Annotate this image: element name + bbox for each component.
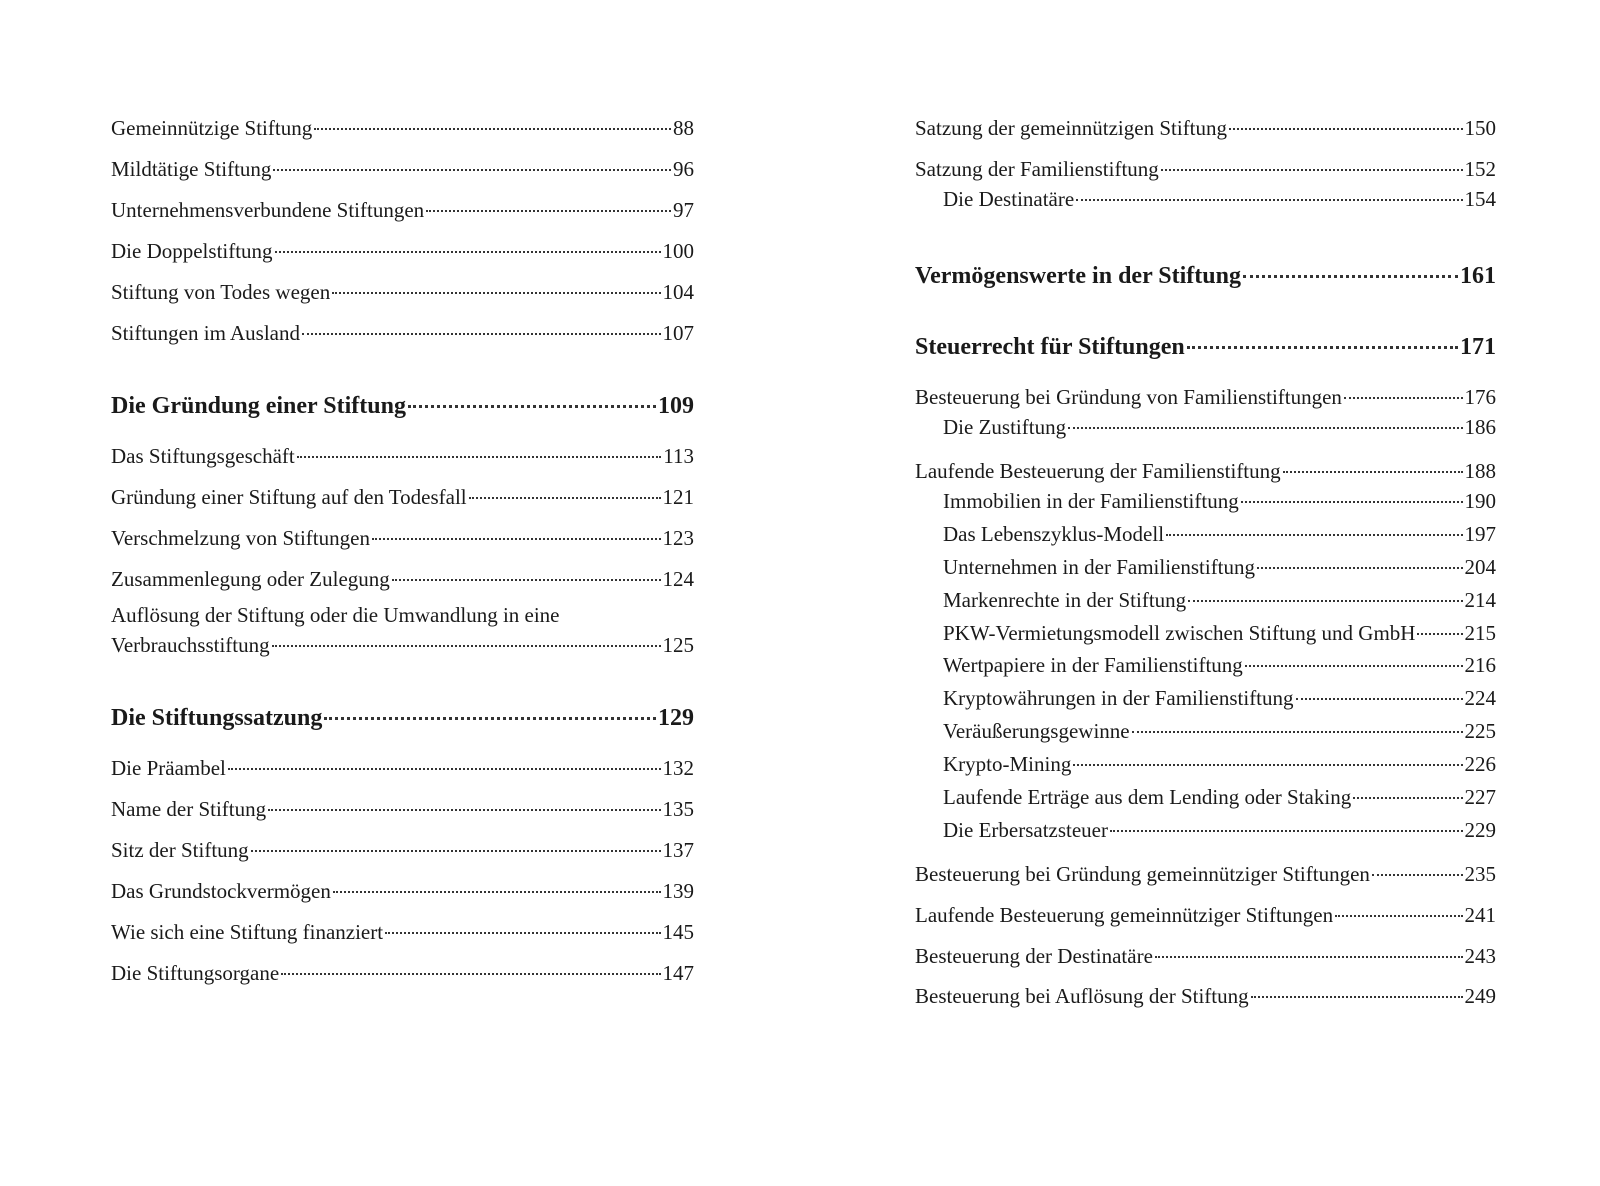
toc-subentry xyxy=(943,183,1496,217)
toc-page-number: 214 xyxy=(1464,588,1496,612)
toc-entry-title: Die Doppelstiftung xyxy=(111,239,273,263)
dot-leader xyxy=(268,809,660,811)
toc-page-number: 129 xyxy=(658,705,694,731)
toc-subentry xyxy=(943,649,1496,683)
toc-entry-title: Name der Stiftung xyxy=(111,797,267,821)
toc-subentry xyxy=(943,682,1496,716)
toc-page-number: 215 xyxy=(1464,621,1496,645)
toc-page-number: 125 xyxy=(662,633,694,657)
toc-page-number: 96 xyxy=(673,157,694,181)
toc-page-number: 100 xyxy=(662,239,694,263)
toc-entry xyxy=(111,522,694,556)
toc-page-number: 226 xyxy=(1464,752,1496,776)
toc-page-number: 107 xyxy=(662,321,694,345)
toc-entry-title: Satzung der gemeinnützigen Stiftung xyxy=(915,116,1228,140)
toc-entry-title: Wertpapiere in der Familienstiftung xyxy=(943,653,1243,677)
dot-leader xyxy=(469,497,661,499)
toc-entry xyxy=(111,235,694,269)
toc-subentry xyxy=(943,411,1496,445)
toc-entry-title: Die Präambel xyxy=(111,756,226,780)
toc-entry-title: Gemeinnützige Stiftung xyxy=(111,116,313,140)
toc-entry-title: Vermögenswerte in der Stiftung xyxy=(915,263,1241,289)
toc-entry-title: Wie sich eine Stiftung finanziert xyxy=(111,920,384,944)
toc-entry-title: Das Lebenszyklus-Modell xyxy=(943,522,1165,546)
toc-subentry xyxy=(943,584,1496,618)
toc-entry-title: Kryptowährungen in der Familienstiftung xyxy=(943,686,1294,710)
toc-entry xyxy=(111,194,694,228)
toc-page-number: 190 xyxy=(1464,489,1496,513)
dot-leader xyxy=(392,579,661,581)
dot-leader xyxy=(1243,275,1458,278)
toc-page-number: 229 xyxy=(1464,818,1496,842)
toc-page-number: 121 xyxy=(662,485,694,509)
toc-entry-title: Veräußerungsgewinne xyxy=(943,719,1130,743)
dot-leader xyxy=(426,210,671,212)
toc-entry-title: Laufende Besteuerung der Familienstiftung xyxy=(915,459,1281,483)
toc-entry-title: Laufende Besteuerung gemeinnütziger Stiftungen xyxy=(915,903,1334,927)
dot-leader xyxy=(1110,830,1463,832)
toc-entry-title-line1: Auflösung der Stiftung oder die Umwandlung in eine xyxy=(111,603,560,627)
dot-leader xyxy=(1257,567,1462,569)
dot-leader xyxy=(314,128,671,130)
dot-leader xyxy=(1251,996,1463,998)
toc-entry xyxy=(915,112,1496,146)
toc-entry xyxy=(915,455,1496,489)
toc-chapter xyxy=(111,392,694,426)
dot-leader xyxy=(372,538,661,540)
toc-entry-title: Steuerrecht für Stiftungen xyxy=(915,334,1185,360)
toc-page-number: 161 xyxy=(1460,263,1496,289)
dot-leader xyxy=(302,333,661,335)
toc-entry xyxy=(111,317,694,351)
dot-leader xyxy=(1132,731,1463,733)
toc-entry-title: Gründung einer Stiftung auf den Todesfall xyxy=(111,485,467,509)
toc-entry-title: Die Stiftungssatzung xyxy=(111,705,323,731)
dot-leader xyxy=(251,850,661,852)
toc-entry-title: Die Gründung einer Stiftung xyxy=(111,393,406,419)
toc-entry xyxy=(111,834,694,868)
toc-page-number: 186 xyxy=(1464,415,1496,439)
toc-page-number: 176 xyxy=(1464,385,1496,409)
dot-leader xyxy=(1245,665,1463,667)
toc-page-number: 227 xyxy=(1464,785,1496,809)
dot-leader xyxy=(1161,169,1463,171)
toc-entry-title: Mildtätige Stiftung xyxy=(111,157,272,181)
toc-entry-title: Sitz der Stiftung xyxy=(111,838,249,862)
toc-entry-title: PKW-Vermietungsmodell zwischen Stiftung und GmbH xyxy=(943,621,1416,645)
dot-leader xyxy=(272,645,661,647)
toc-entry-title: Unternehmensverbundene Stiftungen xyxy=(111,198,425,222)
toc-entry xyxy=(111,563,694,597)
toc-subentry xyxy=(943,781,1496,815)
toc-page-number: 124 xyxy=(662,567,694,591)
toc-entry xyxy=(915,153,1496,187)
toc-subentry xyxy=(943,715,1496,749)
dot-leader xyxy=(228,768,661,770)
dot-leader xyxy=(324,717,656,720)
dot-leader xyxy=(273,169,671,171)
toc-entry xyxy=(111,603,694,663)
toc-entry-title: Besteuerung bei Gründung gemeinnütziger Stiftungen xyxy=(915,862,1370,886)
toc-entry-title: Immobilien in der Familienstiftung xyxy=(943,489,1239,513)
dot-leader xyxy=(1068,427,1462,429)
toc-entry xyxy=(111,276,694,310)
dot-leader xyxy=(1353,797,1462,799)
dot-leader xyxy=(1073,764,1462,766)
dot-leader xyxy=(332,292,660,294)
toc-entry xyxy=(111,112,694,146)
toc-entry xyxy=(111,916,694,950)
toc-subentry xyxy=(943,551,1496,585)
toc-entry xyxy=(111,440,694,474)
toc-page-number: 104 xyxy=(662,280,694,304)
toc-entry-title: Laufende Erträge aus dem Lending oder Staking xyxy=(943,785,1352,809)
dot-leader xyxy=(1166,534,1462,536)
toc-entry-title: Unternehmen in der Familienstiftung xyxy=(943,555,1256,579)
toc-page-number: 225 xyxy=(1464,719,1496,743)
toc-entry-title: Das Stiftungsgeschäft xyxy=(111,444,295,468)
dot-leader xyxy=(275,251,661,253)
dot-leader xyxy=(297,456,662,458)
toc-page-number: 235 xyxy=(1464,862,1496,886)
dot-leader xyxy=(1187,346,1458,349)
toc-entry-title: Das Grundstockvermögen xyxy=(111,879,331,903)
toc-entry xyxy=(915,858,1496,892)
toc-subentry xyxy=(943,814,1496,848)
toc-chapter xyxy=(111,704,694,738)
toc-entry xyxy=(111,875,694,909)
toc-entry xyxy=(111,153,694,187)
toc-entry-title: Besteuerung bei Auflösung der Stiftung xyxy=(915,984,1249,1008)
toc-page-number: 204 xyxy=(1464,555,1496,579)
toc-entry-title: Die Erbersatzsteuer xyxy=(943,818,1108,842)
dot-leader xyxy=(1344,397,1463,399)
toc-page-number: 224 xyxy=(1464,686,1496,710)
toc-page-number: 132 xyxy=(662,756,694,780)
toc-entry-title: Besteuerung bei Gründung von Familienstiftungen xyxy=(915,385,1342,409)
toc-page-number: 216 xyxy=(1464,653,1496,677)
dot-leader xyxy=(1241,501,1463,503)
toc-subentry xyxy=(943,748,1496,782)
dot-leader xyxy=(281,973,660,975)
dot-leader xyxy=(1188,600,1462,602)
toc-page-number: 137 xyxy=(662,838,694,862)
toc-chapter xyxy=(915,262,1496,296)
toc-page-number: 171 xyxy=(1460,334,1496,360)
toc-entry xyxy=(915,980,1496,1014)
toc-entry xyxy=(915,940,1496,974)
dot-leader xyxy=(1372,874,1463,876)
toc-entry-title: Zusammenlegung oder Zulegung xyxy=(111,567,390,591)
toc-entry-title: Stiftungen im Ausland xyxy=(111,321,300,345)
toc-entry-title: Die Destinatäre xyxy=(943,187,1075,211)
toc-page-number: 139 xyxy=(662,879,694,903)
toc-page-number: 123 xyxy=(662,526,694,550)
toc-page-number: 241 xyxy=(1464,903,1496,927)
toc-entry-title: Besteuerung der Destinatäre xyxy=(915,944,1153,968)
toc-page-number: 113 xyxy=(663,444,694,468)
toc-entry xyxy=(111,752,694,786)
toc-entry-title: Markenrechte in der Stiftung xyxy=(943,588,1187,612)
toc-subentry xyxy=(943,518,1496,552)
toc-entry-title: Die Zustiftung xyxy=(943,415,1067,439)
toc-page-number: 147 xyxy=(662,961,694,985)
toc-page-number: 88 xyxy=(673,116,694,140)
toc-entry-title: Verschmelzung von Stiftungen xyxy=(111,526,370,550)
toc-page-number: 97 xyxy=(673,198,694,222)
toc-page-number: 249 xyxy=(1464,984,1496,1008)
toc-entry-title: Die Stiftungsorgane xyxy=(111,961,280,985)
toc-entry xyxy=(111,793,694,827)
dot-leader xyxy=(1283,471,1463,473)
dot-leader xyxy=(1335,915,1462,917)
dot-leader xyxy=(1229,128,1462,130)
toc-page-number: 145 xyxy=(662,920,694,944)
dot-leader xyxy=(333,891,661,893)
toc-page-number: 152 xyxy=(1464,157,1496,181)
toc-subentry xyxy=(943,485,1496,519)
toc-subentry xyxy=(943,617,1496,651)
toc-entry-title: Stiftung von Todes wegen xyxy=(111,280,331,304)
toc-chapter xyxy=(915,333,1496,367)
toc-entry-title: Verbrauchsstiftung xyxy=(111,633,270,657)
dot-leader xyxy=(408,405,656,408)
dot-leader xyxy=(385,932,660,934)
toc-entry xyxy=(111,957,694,991)
dot-leader xyxy=(1417,633,1462,635)
toc-page-number: 150 xyxy=(1464,116,1496,140)
toc-entry-title: Satzung der Familienstiftung xyxy=(915,157,1159,181)
toc-page-number: 109 xyxy=(658,393,694,419)
toc-page-number: 197 xyxy=(1464,522,1496,546)
toc-page-number: 135 xyxy=(662,797,694,821)
dot-leader xyxy=(1155,956,1463,958)
dot-leader xyxy=(1296,698,1463,700)
toc-entry xyxy=(915,899,1496,933)
toc-page-number: 188 xyxy=(1464,459,1496,483)
toc-entry-title: Krypto-Mining xyxy=(943,752,1072,776)
toc-page-number: 243 xyxy=(1464,944,1496,968)
dot-leader xyxy=(1076,199,1462,201)
toc-entry xyxy=(915,381,1496,415)
toc-page-number: 154 xyxy=(1464,187,1496,211)
toc-entry xyxy=(111,481,694,515)
